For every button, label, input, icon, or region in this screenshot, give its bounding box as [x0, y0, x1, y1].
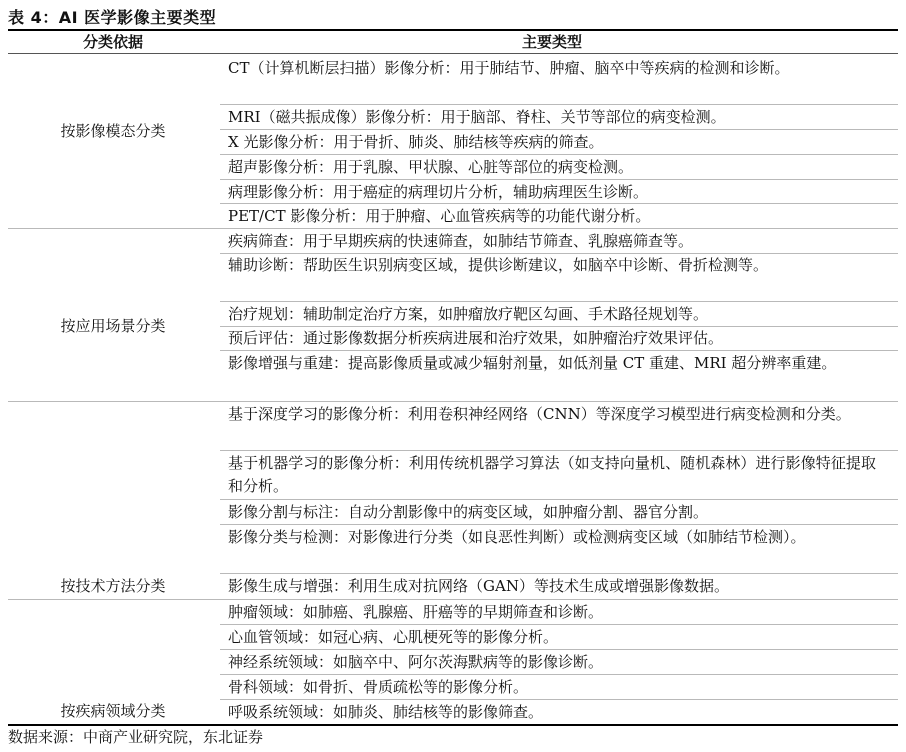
row-divider — [220, 301, 898, 302]
table-row: 基于深度学习的影像分析：利用卷积神经网络（CNN）等深度学习模型进行病变检测和分类。 — [228, 405, 851, 423]
table-row: 超声影像分析：用于乳腺、甲状腺、心脏等部位的病变检测。 — [228, 158, 634, 176]
table-row: 影像增强与重建：提高影像质量或减少辐射剂量，如低剂量 CT 重建、MRI 超分辨率重建。 — [228, 354, 837, 372]
table-row: 基于机器学习的影像分析：利用传统机器学习算法（如支持向量机、随机森林）进行影像特征提取和分析。 — [228, 454, 876, 495]
table-row: CT（计算机断层扫描）影像分析：用于肺结节、肿瘤、脑卒中等疾病的检测和诊断。 — [228, 59, 790, 77]
table-row: 辅助诊断：帮助医生识别病变区域，提供诊断建议，如脑卒中诊断、骨折检测等。 — [228, 256, 769, 274]
category-disease: 按疾病领域分类 — [60, 702, 166, 720]
row-divider — [220, 649, 898, 650]
row-divider — [220, 203, 898, 204]
row-divider — [220, 674, 898, 675]
table-row: 影像分割与标注：自动分割影像中的病变区域，如肿瘤分割、器官分割。 — [228, 503, 709, 521]
table-row: 预后评估：通过影像数据分析疾病进展和治疗效果，如肿瘤治疗效果评估。 — [228, 329, 724, 347]
row-divider — [220, 499, 898, 500]
row-divider — [220, 350, 898, 351]
table-row: 骨科领域：如骨折、骨质疏松等的影像分析。 — [228, 678, 529, 696]
source-note: 数据来源：中商产业研究院，东北证券 — [8, 728, 264, 746]
row-divider — [220, 624, 898, 625]
table-row: PET/CT 影像分析：用于肿瘤、心血管疾病等的功能代谢分析。 — [228, 207, 651, 225]
header-rule — [8, 53, 898, 54]
table-row: 呼吸系统领域：如肺炎、肺结核等的影像筛查。 — [228, 703, 544, 721]
table-row: X 光影像分析：用于骨折、肺炎、肺结核等疾病的筛查。 — [228, 133, 604, 151]
row-divider — [220, 154, 898, 155]
row-divider — [220, 699, 898, 700]
table-caption: 表 4：AI 医学影像主要类型 — [8, 8, 217, 27]
row-divider — [220, 524, 898, 525]
table-row: 疾病筛查：用于早期疾病的快速筛查，如肺结节筛查、乳腺癌筛查等。 — [228, 232, 694, 250]
row-divider — [220, 450, 898, 451]
group-divider — [8, 228, 898, 229]
table-row: 治疗规划：辅助制定治疗方案，如肿瘤放疗靶区勾画、手术路径规划等。 — [228, 305, 709, 323]
row-divider — [220, 104, 898, 105]
table-row: 病理影像分析：用于癌症的病理切片分析，辅助病理医生诊断。 — [228, 183, 649, 201]
category-modality: 按影像模态分类 — [60, 122, 166, 140]
header-types: 主要类型 — [521, 33, 582, 51]
group-divider — [8, 599, 898, 600]
group-divider — [8, 401, 898, 402]
row-divider — [220, 179, 898, 180]
table-row: 肿瘤领域：如肺癌、乳腺癌、肝癌等的早期筛查和诊断。 — [228, 603, 604, 621]
table-row: 神经系统领域：如脑卒中、阿尔茨海默病等的影像诊断。 — [228, 653, 604, 671]
header-basis: 分类依据 — [82, 33, 143, 51]
table-row: 心血管领域：如冠心病、心肌梗死等的影像分析。 — [228, 628, 559, 646]
table-row: 影像分类与检测：对影像进行分类（如良恶性判断）或检测病变区域（如肺结节检测）。 — [228, 528, 806, 546]
row-divider — [220, 573, 898, 574]
table-row: MRI（磁共振成像）影像分析：用于脑部、脊柱、关节等部位的病变检测。 — [228, 108, 726, 126]
category-scenario: 按应用场景分类 — [60, 317, 166, 335]
table-row: 影像生成与增强：利用生成对抗网络（GAN）等技术生成或增强影像数据。 — [228, 577, 729, 595]
category-technique: 按技术方法分类 — [60, 577, 166, 595]
row-divider — [220, 129, 898, 130]
